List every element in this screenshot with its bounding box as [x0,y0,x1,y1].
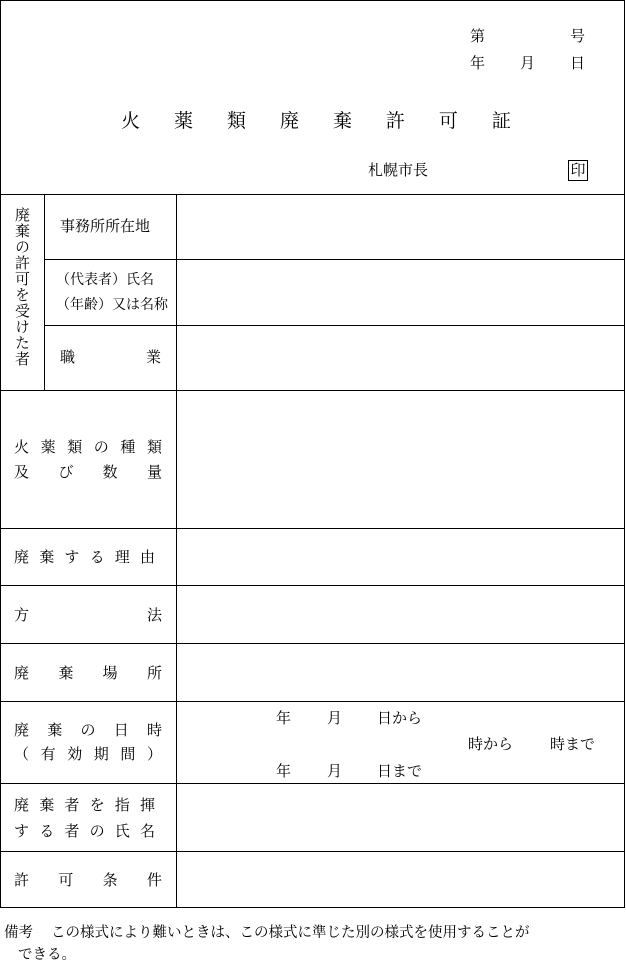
remarks-continuation: できる。 [18,947,76,963]
conditions-label: 許 可 条 件 [14,871,162,889]
period-to-month: 月 [327,762,343,780]
divider [1,643,625,644]
period-from-day: 日から [377,709,423,727]
divider [176,194,177,908]
seal-mark: 印 [568,160,588,181]
divider [1,390,625,391]
disposal-place-label: 廃 棄 場 所 [14,664,162,682]
name-label-line2: （年齢）又は名称 [56,297,168,313]
period-from-month: 月 [327,709,343,727]
name-label-line1: （代表者）氏名 [56,272,154,288]
remarks-text: この様式により難いときは、この様式に準じた別の様式を使用することが [51,925,530,941]
datetime-label-line2: （ 有 効 期 間 ） [14,745,162,763]
period-to-day: 日まで [377,762,423,780]
time-from: 時から [468,735,514,753]
occupation-label: 職 業 [60,348,161,366]
method-label: 方 法 [14,606,162,624]
period-to-year: 年 [276,762,292,780]
supervisor-label-line1: 廃 棄 者 を 指 揮 [14,796,155,814]
divider [44,325,625,326]
date-day: 日 [570,54,586,72]
permittee-group-label: 廃棄の許可を受けた者 [13,207,31,367]
date-year: 年 [470,54,486,72]
address-label: 事務所所在地 [60,217,151,235]
supervisor-label-line2: す る 者 の 氏 名 [14,822,155,840]
period-from-year: 年 [276,709,292,727]
explosive-kind-label-line1: 火 薬 類 の 種 類 [14,438,162,456]
issuer-name: 札幌市長 [368,161,429,179]
document-title: 火 薬 類 廃 棄 許 可 証 [121,110,511,132]
divider [1,783,625,784]
divider [1,194,625,195]
datetime-label-line1: 廃 棄 の 日 時 [14,721,162,739]
divider [1,528,625,529]
time-to: 時まで [550,735,596,753]
divider [1,585,625,586]
number-suffix: 号 [570,27,586,45]
divider [1,851,625,852]
divider [1,701,625,702]
reason-label: 廃 棄 す る 理 由 [14,548,155,566]
divider [44,259,625,260]
explosive-kind-label-line2: 及 び 数 量 [14,463,162,481]
remarks-label: 備考 [4,925,33,941]
remarks [4,920,624,946]
date-month: 月 [520,54,536,72]
divider [44,194,45,390]
number-prefix: 第 [470,27,486,45]
